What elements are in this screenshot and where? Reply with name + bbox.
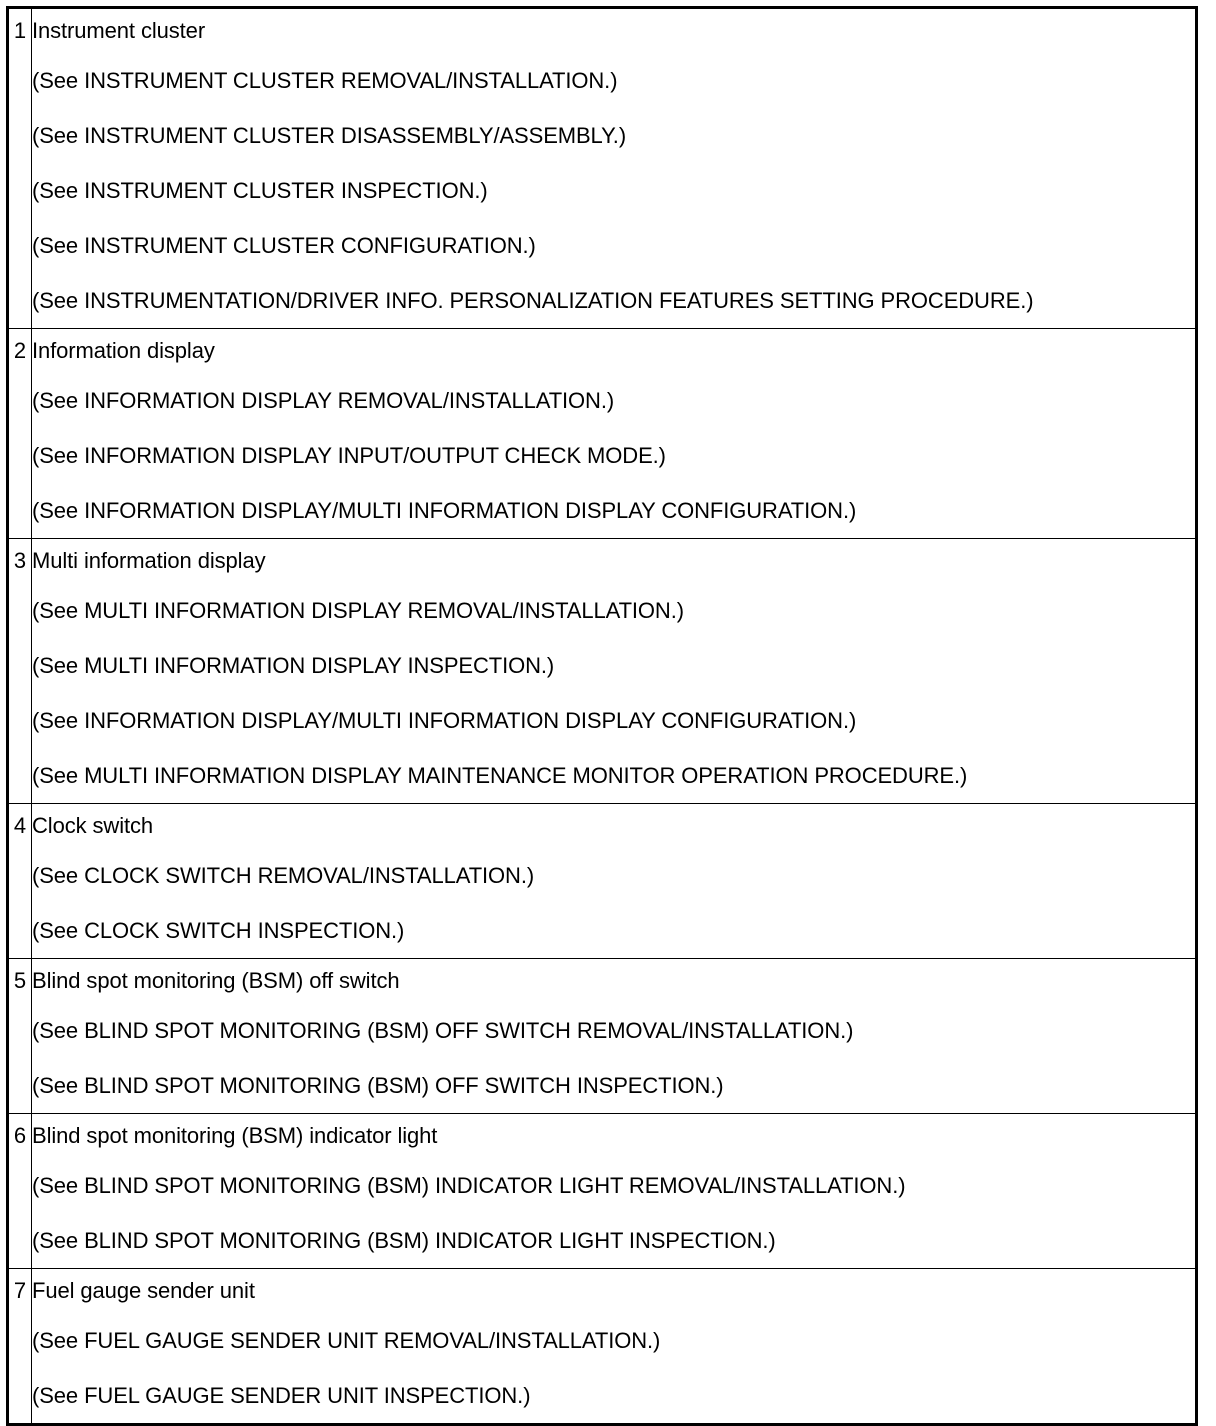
reference-link[interactable]: (See FUEL GAUGE SENDER UNIT REMOVAL/INSTALLATION.) <box>32 1328 661 1353</box>
table-row <box>8 539 1197 804</box>
row-number: 5 <box>8 959 32 1114</box>
row-content <box>32 1269 1197 1425</box>
row-number: 2 <box>8 329 32 539</box>
row-number: 3 <box>8 539 32 804</box>
table-row <box>8 1269 1197 1425</box>
component-title: Blind spot monitoring (BSM) off switch <box>32 968 400 993</box>
table-row <box>8 804 1197 959</box>
reference-link[interactable]: (See INFORMATION DISPLAY REMOVAL/INSTALLATION.) <box>32 388 615 413</box>
component-title: Blind spot monitoring (BSM) indicator light <box>32 1123 438 1148</box>
table-row <box>8 1114 1197 1269</box>
row-content <box>32 1114 1197 1269</box>
reference-link[interactable]: (See INFORMATION DISPLAY/MULTI INFORMATION DISPLAY CONFIGURATION.) <box>32 708 857 733</box>
row-content <box>32 539 1197 804</box>
row-number: 7 <box>8 1269 32 1425</box>
component-title: Multi information display <box>32 548 266 573</box>
table-row <box>8 959 1197 1114</box>
component-title: Fuel gauge sender unit <box>32 1278 255 1303</box>
table-row <box>8 8 1197 329</box>
component-title: Clock switch <box>32 813 154 838</box>
reference-link[interactable]: (See MULTI INFORMATION DISPLAY INSPECTION.) <box>32 653 555 678</box>
row-number: 6 <box>8 1114 32 1269</box>
reference-link[interactable]: (See CLOCK SWITCH REMOVAL/INSTALLATION.) <box>32 863 535 888</box>
table-body <box>8 8 1197 1425</box>
reference-link[interactable]: (See BLIND SPOT MONITORING (BSM) OFF SWITCH INSPECTION.) <box>32 1073 724 1098</box>
reference-link[interactable]: (See INFORMATION DISPLAY/MULTI INFORMATION DISPLAY CONFIGURATION.) <box>32 498 857 523</box>
reference-link[interactable]: (See BLIND SPOT MONITORING (BSM) OFF SWITCH REMOVAL/INSTALLATION.) <box>32 1018 854 1043</box>
reference-link[interactable]: (See INSTRUMENT CLUSTER REMOVAL/INSTALLATION.) <box>32 68 618 93</box>
row-number: 4 <box>8 804 32 959</box>
row-content <box>32 959 1197 1114</box>
reference-link[interactable]: (See BLIND SPOT MONITORING (BSM) INDICATOR LIGHT REMOVAL/INSTALLATION.) <box>32 1173 906 1198</box>
reference-link[interactable]: (See CLOCK SWITCH INSPECTION.) <box>32 918 405 943</box>
reference-link[interactable]: (See MULTI INFORMATION DISPLAY REMOVAL/INSTALLATION.) <box>32 598 684 623</box>
component-title: Instrument cluster <box>32 18 206 43</box>
row-content <box>32 804 1197 959</box>
reference-link[interactable]: (See MULTI INFORMATION DISPLAY MAINTENANCE MONITOR OPERATION PROCEDURE.) <box>32 763 968 788</box>
reference-link[interactable]: (See INSTRUMENT CLUSTER INSPECTION.) <box>32 178 488 203</box>
reference-link[interactable]: (See INSTRUMENT CLUSTER DISASSEMBLY/ASSEMBLY.) <box>32 123 627 148</box>
reference-link[interactable]: (See BLIND SPOT MONITORING (BSM) INDICATOR LIGHT INSPECTION.) <box>32 1228 776 1253</box>
row-content <box>32 329 1197 539</box>
table-row <box>8 329 1197 539</box>
row-content <box>32 8 1197 329</box>
component-reference-table <box>6 6 1198 1426</box>
component-title: Information display <box>32 338 215 363</box>
row-number: 1 <box>8 8 32 329</box>
reference-link[interactable]: (See FUEL GAUGE SENDER UNIT INSPECTION.) <box>32 1383 531 1408</box>
reference-link[interactable]: (See INSTRUMENT CLUSTER CONFIGURATION.) <box>32 233 536 258</box>
reference-link[interactable]: (See INSTRUMENTATION/DRIVER INFO. PERSONALIZATION FEATURES SETTING PROCEDURE.) <box>32 288 1034 313</box>
reference-link[interactable]: (See INFORMATION DISPLAY INPUT/OUTPUT CHECK MODE.) <box>32 443 666 468</box>
